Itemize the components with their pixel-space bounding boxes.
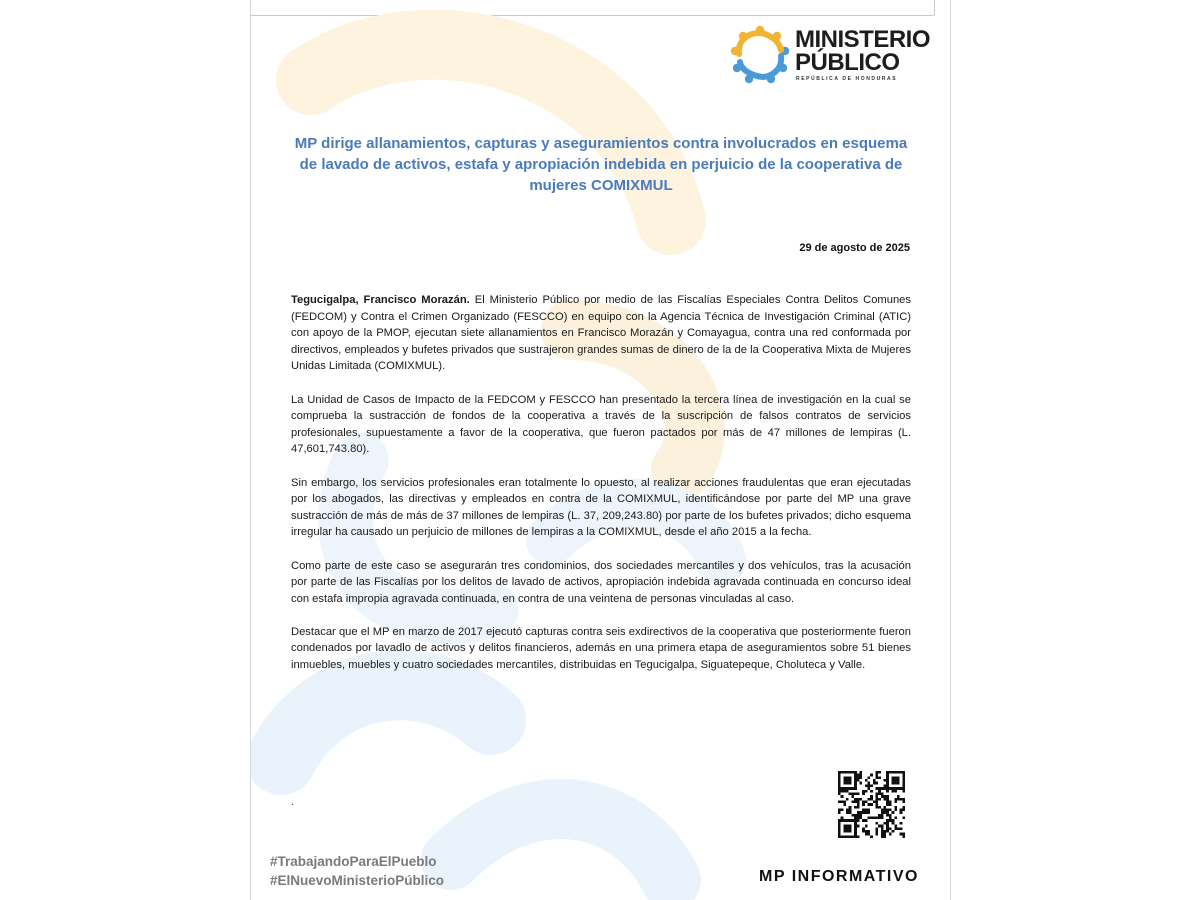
logo-word-publico: PÚBLICO	[795, 49, 900, 76]
press-release-body	[291, 292, 911, 690]
page-corner-line	[934, 0, 935, 15]
dateline: Tegucigalpa, Francisco Morazán.	[291, 294, 470, 306]
paragraph-4: Como parte de este caso se asegurarán tres condominios, dos sociedades mercantiles y dos vehículos, tras la acusación por parte de las Fiscalías por los delitos de lavado de activos, apropiación indebida agravada continuada en concurso ideal con estafa impropia agravada continuada, en contra de una veintena de personas vinculadas al caso.	[291, 559, 911, 605]
mp-informativo-label: MP INFORMATIVO	[759, 868, 919, 885]
hashtags	[270, 852, 444, 890]
paragraph-1-text: El Ministerio Público por medio de las Fiscalías Especiales Contra Delitos Comunes (FEDCOM) y Contra el Crimen Organizado (FESCCO) en equipo con la Agencia Técnica de Investigación Criminal (ATIC) con apoyo de la PMOP, ejecutan siete allanamientos en Francisco Morazán y Comayagua, contra una red conformada por directivos, empleados y bufetes privados que sustrajeron grandes sumas de dinero de la de la Cooperativa Mixta de Mujeres Unidas Limitada (COMIXMUL).	[291, 294, 911, 373]
qr-code-icon	[838, 771, 905, 838]
press-release-date: 29 de agosto de 2025	[799, 242, 910, 254]
page-top-border	[251, 15, 934, 16]
document-page	[250, 0, 951, 900]
paragraph-3: Sin embargo, los servicios profesionales eran totalmente lo opuesto, al realizar acciones fraudulentas que eran ejecutadas por los abogados, las directivas y empleados en contra de la COMIXMUL, identificándose por parte del MP una grave sustracción de más de más de 37 millones de lempiras (L. 37, 209,243.80) por parte de los bufetes privados; dicho esquema irregular ha causado un perjuicio de millones de lempiras a la COMIXMUL, desde el año 2015 a la fecha.	[291, 476, 911, 539]
ministerio-publico-logo	[729, 24, 929, 86]
logo-subtitle: REPÚBLICA DE HONDURAS	[796, 76, 898, 82]
paragraph-1	[291, 292, 911, 375]
people-circle-logo-icon	[729, 24, 791, 86]
trailing-mark: .	[291, 796, 295, 808]
hashtag-trabajando: #TrabajandoParaElPueblo	[270, 854, 437, 869]
hashtag-nuevo-ministerio: #ElNuevoMinisterioPúblico	[270, 873, 445, 888]
paragraph-5: Destacar que el MP en marzo de 2017 ejecutó capturas contra seis exdirectivos de la cooperativa que posteriormente fueron condenados por lavadlo de activos y delitos financieros, además en una primera etapa de aseguramientos sobre 51 bienes inmuebles, muebles y cuatro sociedades mercantiles, distribuidas en Tegucigalpa, Siguatepeque, Choluteca y Valle.	[291, 625, 911, 672]
logo-word-ministerio: MINISTERIO	[795, 26, 931, 53]
paragraph-2: La Unidad de Casos de Impacto de la FEDCOM y FESCCO han presentado la tercera línea de investigación en la cual se comprueba la sustracción de fondos de la cooperativa a través de la suscripción de falsos contratos de servicios profesionales, supuestamente a favor de la cooperativa, que fueron pactados por más de 47 millones de lempiras (L. 47,601,743.80).	[291, 393, 911, 456]
press-release-title: MP dirige allanamientos, capturas y aseguramientos contra involucrados en esquema de lavado de activos, estafa y apropiación indebida en perjuicio de la cooperativa de mujeres COMIXMUL	[294, 135, 908, 194]
